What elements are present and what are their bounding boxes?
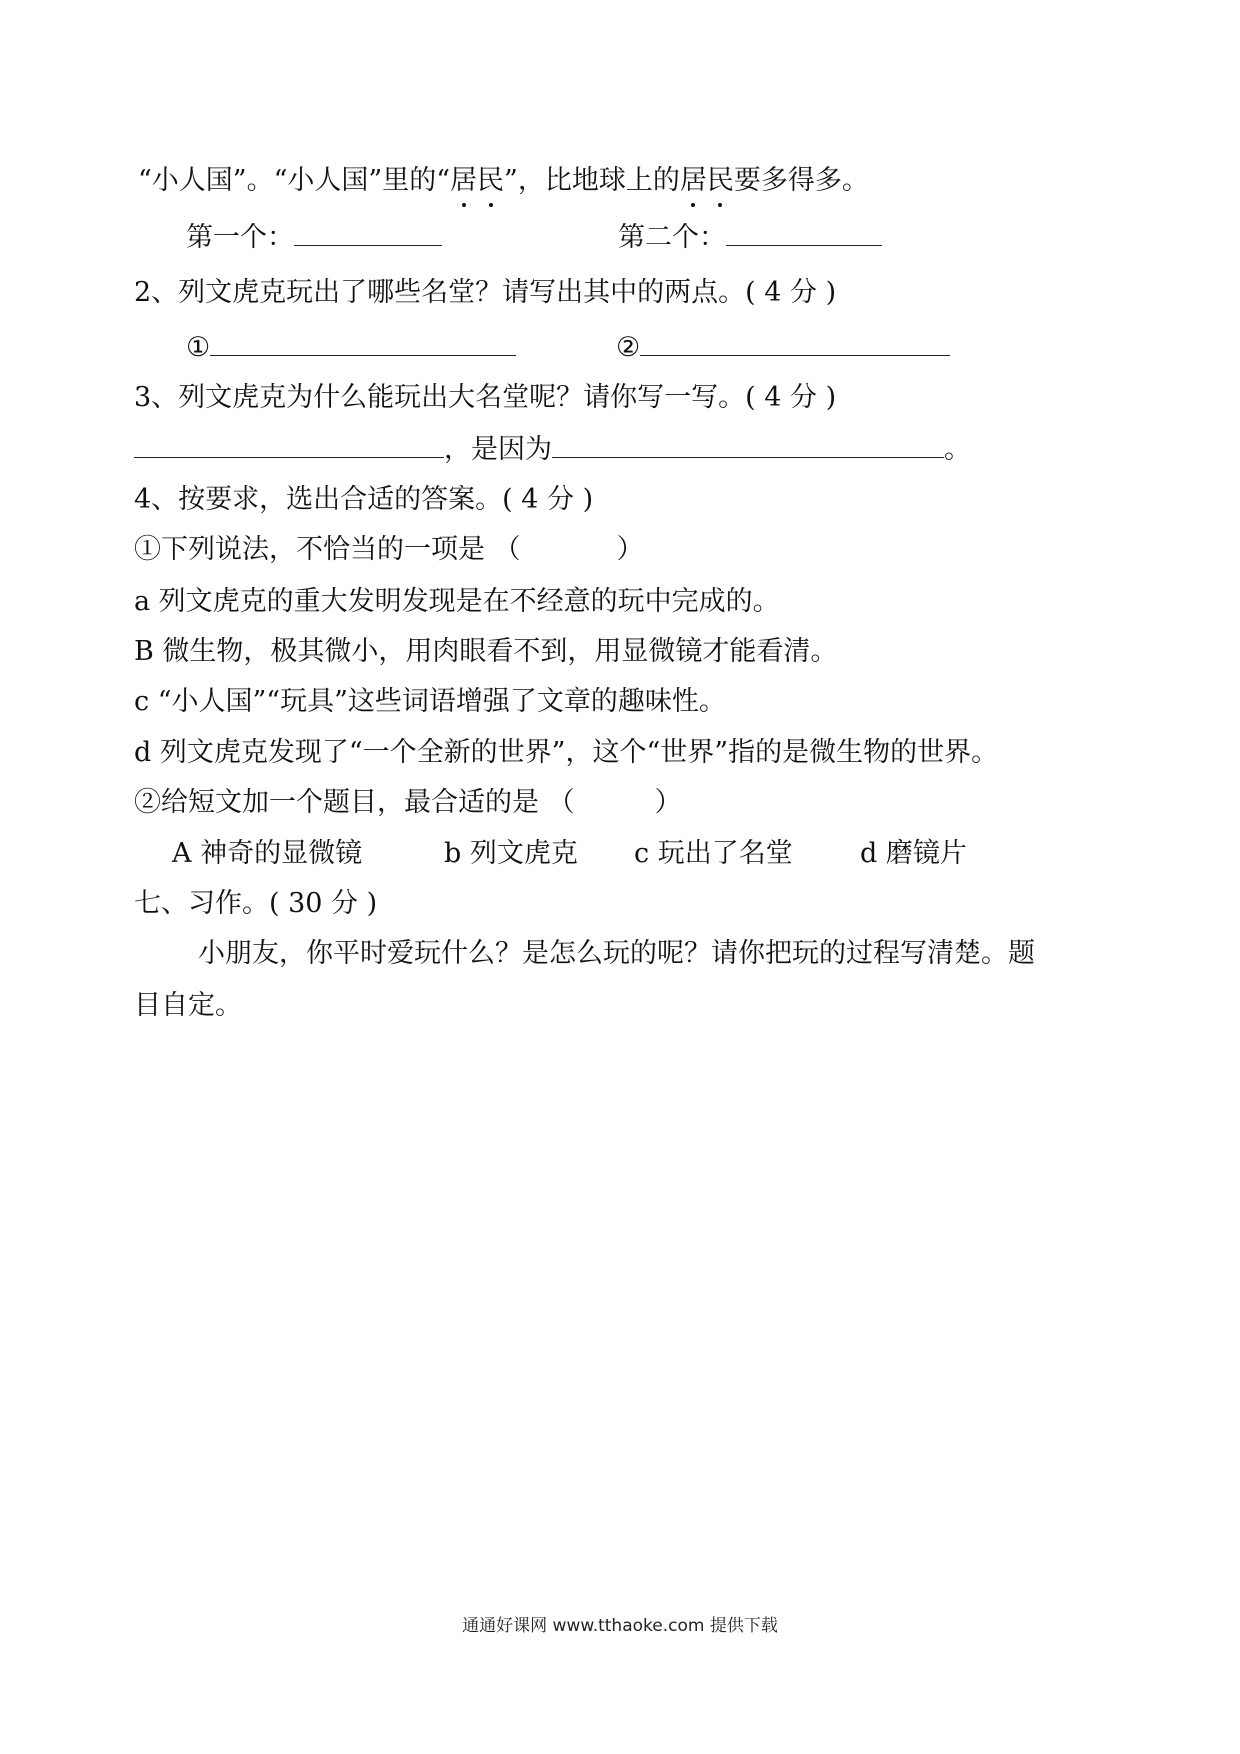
q4-sub1 (134, 532, 644, 568)
q3-blank-2[interactable] (552, 433, 944, 458)
q4-sub1-text: ①下列说法，不恰当的一项是 （ (134, 534, 521, 565)
q3-connector: ，是因为 (444, 434, 552, 465)
q4-sub1-close: ） (616, 534, 644, 565)
passage-text-mid: ”，比地球上的 (504, 165, 680, 196)
section7-body-1: 小朋友，你平时爱玩什么？是怎么玩的呢？请你把玩的过程写清楚。题 (198, 938, 1035, 969)
q1-answer-row-2 (618, 220, 882, 256)
q4-sub2-text: ②给短文加一个题目，最合适的是 （ (134, 787, 575, 818)
passage-text-post: 要多得多。 (733, 165, 869, 196)
q2-mark-1: ① (186, 332, 211, 363)
q2-prompt: 2、列文虎克玩出了哪些名堂？请写出其中的两点。( 4 分 ) (134, 277, 837, 308)
q1-first-label: 第一个： (186, 222, 294, 253)
q4-sub2 (134, 785, 682, 821)
q1-answer-row (186, 220, 442, 256)
q3-prompt: 3、列文虎克为什么能玩出大名堂呢？请你写一写。( 4 分 ) (134, 382, 837, 413)
q1-second-blank[interactable] (726, 221, 882, 246)
q2-mark-2: ② (616, 332, 641, 363)
q1-first-blank[interactable] (294, 221, 442, 246)
q3-blank-1[interactable] (134, 433, 444, 458)
q2-blank-1[interactable] (210, 331, 516, 356)
q4-choice-b: b 列文虎克 (444, 838, 578, 869)
dotted-char: 居 (680, 163, 707, 199)
q4-prompt: 4、按要求，选出合适的答案。( 4 分 ) (134, 484, 594, 515)
q2-answer-1 (186, 330, 516, 366)
q1-second-label: 第二个： (618, 222, 726, 253)
q4-choice-c: c 玩出了名堂 (634, 838, 793, 869)
dotted-char: 居 (450, 163, 477, 199)
passage-text-pre: “小人国”。“小人国”里的“ (138, 165, 451, 196)
section7-body-2: 目自定。 (134, 990, 242, 1021)
passage-line (138, 163, 869, 199)
q4-option-a: a 列文虎克的重大发明发现是在不经意的玩中完成的。 (134, 586, 780, 617)
q4-choice-a: A 神奇的显微镜 (172, 838, 363, 869)
page-footer: 通通好课网 www.tthaoke.com 提供下载 (462, 1616, 778, 1636)
q2-blank-2[interactable] (640, 331, 950, 356)
q3-end: 。 (944, 434, 971, 465)
dotted-char: 民 (707, 163, 734, 199)
q2-answer-2 (616, 330, 950, 366)
q3-answer-row (134, 432, 971, 468)
q4-choice-d: d 磨镜片 (860, 838, 967, 869)
q4-sub2-close: ） (654, 787, 682, 818)
q4-option-d: d 列文虎克发现了“一个全新的世界”，这个“世界”指的是微生物的世界。 (134, 737, 999, 768)
dotted-char: 民 (477, 163, 504, 199)
q4-option-c: c “小人国”“玩具”这些词语增强了文章的趣味性。 (134, 686, 726, 717)
q4-option-b: B 微生物，极其微小，用肉眼看不到，用显微镜才能看清。 (134, 636, 838, 667)
section7-title: 七、习作。( 30 分 ) (134, 888, 378, 919)
